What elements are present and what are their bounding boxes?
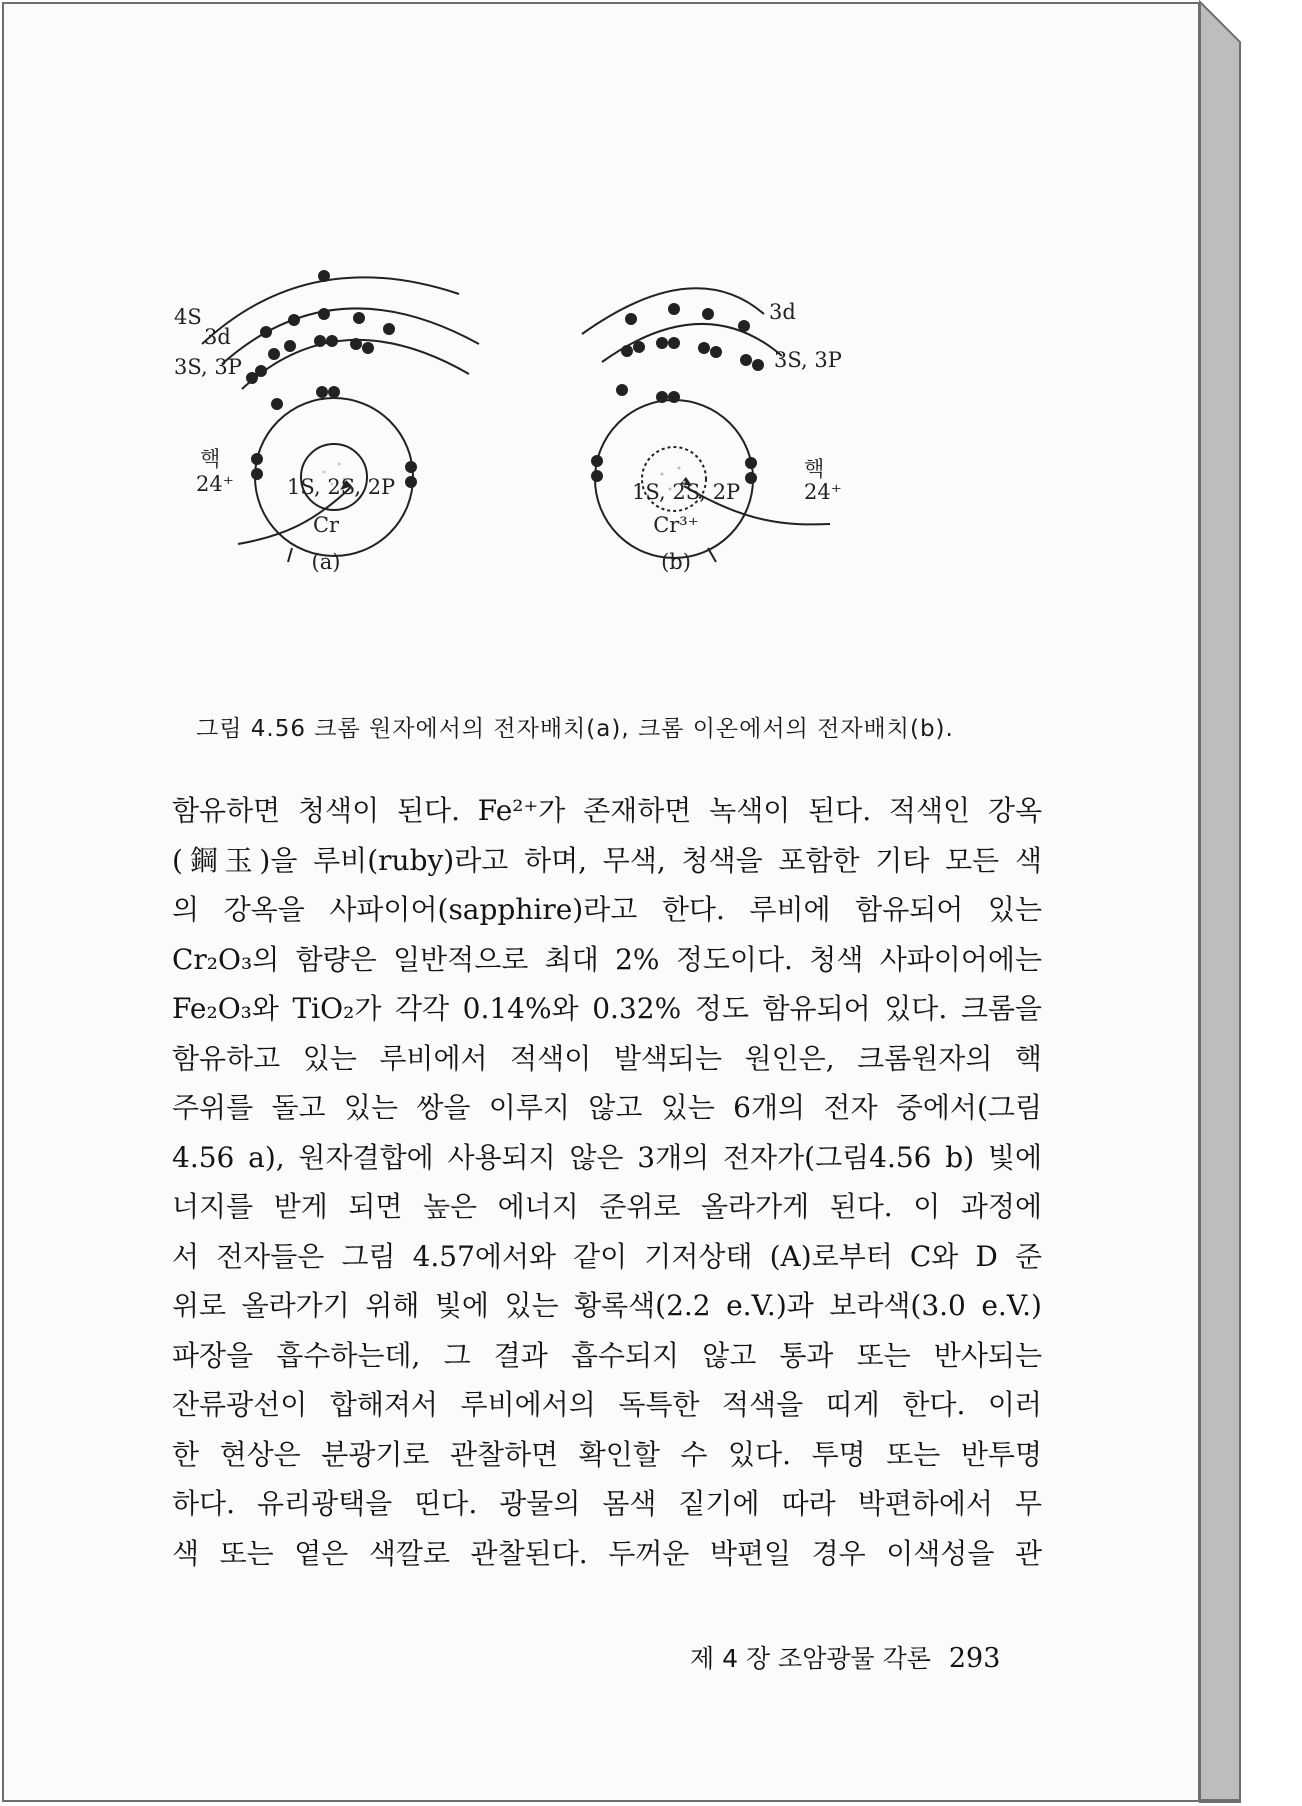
page-number: 293 (948, 1643, 1001, 1674)
electron-configuration-figure (174, 264, 984, 664)
panel-a-diagram (202, 277, 479, 562)
label-charge-a: 24⁺ (196, 472, 234, 496)
label-element-a: Cr (312, 513, 340, 537)
text-line: 색 또는 옅은 색깔로 관찰된다. 두꺼운 박편일 경우 이색성을 관 (172, 1536, 1042, 1570)
text-line: (鋼玉)을 루비(ruby)라고 하며, 무색, 청색을 포함한 기타 모든 색 (172, 843, 1042, 877)
label-3s3p-a: 3S, 3P (174, 355, 242, 379)
text-line: 하다. 유리광택을 띤다. 광물의 몸색 짙기에 따라 박편하에서 무 (172, 1487, 1042, 1520)
text-line: Fe₂O₃와 TiO₂가 각각 0.14%와 0.32% 정도 함유되어 있다. 크롬을 (172, 992, 1042, 1025)
label-3d-a: 3d (204, 325, 231, 349)
shell-3d-a (222, 308, 479, 364)
figure-caption: 그림 4.56 크롬 원자에서의 전자배치(a), 크롬 이온에서의 전자배치(b). (196, 716, 954, 742)
text-line: 함유하면 청색이 된다. Fe²⁺가 존재하면 녹색이 된다. 적색인 강옥 (172, 794, 1042, 827)
page-footer (690, 1639, 1010, 1675)
label-3s3p-b: 3S, 3P (774, 348, 842, 372)
electrons-a (246, 270, 417, 488)
text-line: 위로 올라가기 위해 빛에 있는 황록색(2.2 e.V.)과 보라색(3.0 e.V.) (172, 1289, 1042, 1322)
label-nucleus-b: 핵 (804, 457, 825, 481)
label-charge-b: 24⁺ (804, 480, 842, 504)
text-line: 함유하고 있는 루비에서 적색이 발색되는 원인은, 크롬원자의 핵 (172, 1041, 1042, 1075)
label-3d-b: 3d (769, 300, 796, 324)
text-line: 잔류광선이 합해져서 루비에서의 독특한 적색을 띠게 한다. 이러 (172, 1388, 1042, 1421)
text-line: 주위를 돌고 있는 쌍을 이루지 않고 있는 6개의 전자 중에서(그림 (172, 1091, 1042, 1124)
chapter-title: 제 4 장 조암광물 각론 (690, 1644, 931, 1673)
text-line: 서 전자들은 그림 4.57에서와 같이 기저상태 (A)로부터 C와 D 준 (172, 1239, 1042, 1273)
book-page (2, 2, 1200, 1802)
inner-label-pointer-b (708, 548, 716, 562)
text-line: 한 현상은 분광기로 관찰하면 확인할 수 있다. 투명 또는 반투명 (172, 1437, 1042, 1471)
text-line: 파장을 흡수하는데, 그 결과 흡수되지 않고 통과 또는 반사되는 (172, 1338, 1042, 1372)
label-panel-a: (a) (311, 550, 341, 574)
label-inner-a: 1S, 2S, 2P (287, 475, 396, 499)
inner-label-pointer-a (288, 548, 292, 562)
label-nucleus-a: 핵 (200, 447, 221, 471)
label-panel-b: (b) (661, 550, 691, 574)
label-4s-a: 4S (174, 305, 202, 329)
text-line: 너지를 받게 되면 높은 에너지 준위로 올라가게 된다. 이 과정에 (172, 1190, 1042, 1223)
text-line: 4.56 a), 원자결합에 사용되지 않은 3개의 전자가(그림4.56 b) 빛에 (172, 1140, 1042, 1174)
body-paragraph (172, 786, 1042, 1578)
text-line: 의 강옥을 사파이어(sapphire)라고 한다. 루비에 함유되어 있는 (172, 893, 1042, 926)
label-inner-b: 1S, 2S, 2P (632, 480, 741, 504)
panel-b-diagram (582, 288, 830, 562)
label-element-b: Cr³⁺ (653, 513, 699, 537)
text-line: Cr₂O₃의 함량은 일반적으로 최대 2% 정도이다. 청색 사파이어에는 (172, 942, 1042, 976)
book-page-edge (1200, 2, 1252, 1802)
